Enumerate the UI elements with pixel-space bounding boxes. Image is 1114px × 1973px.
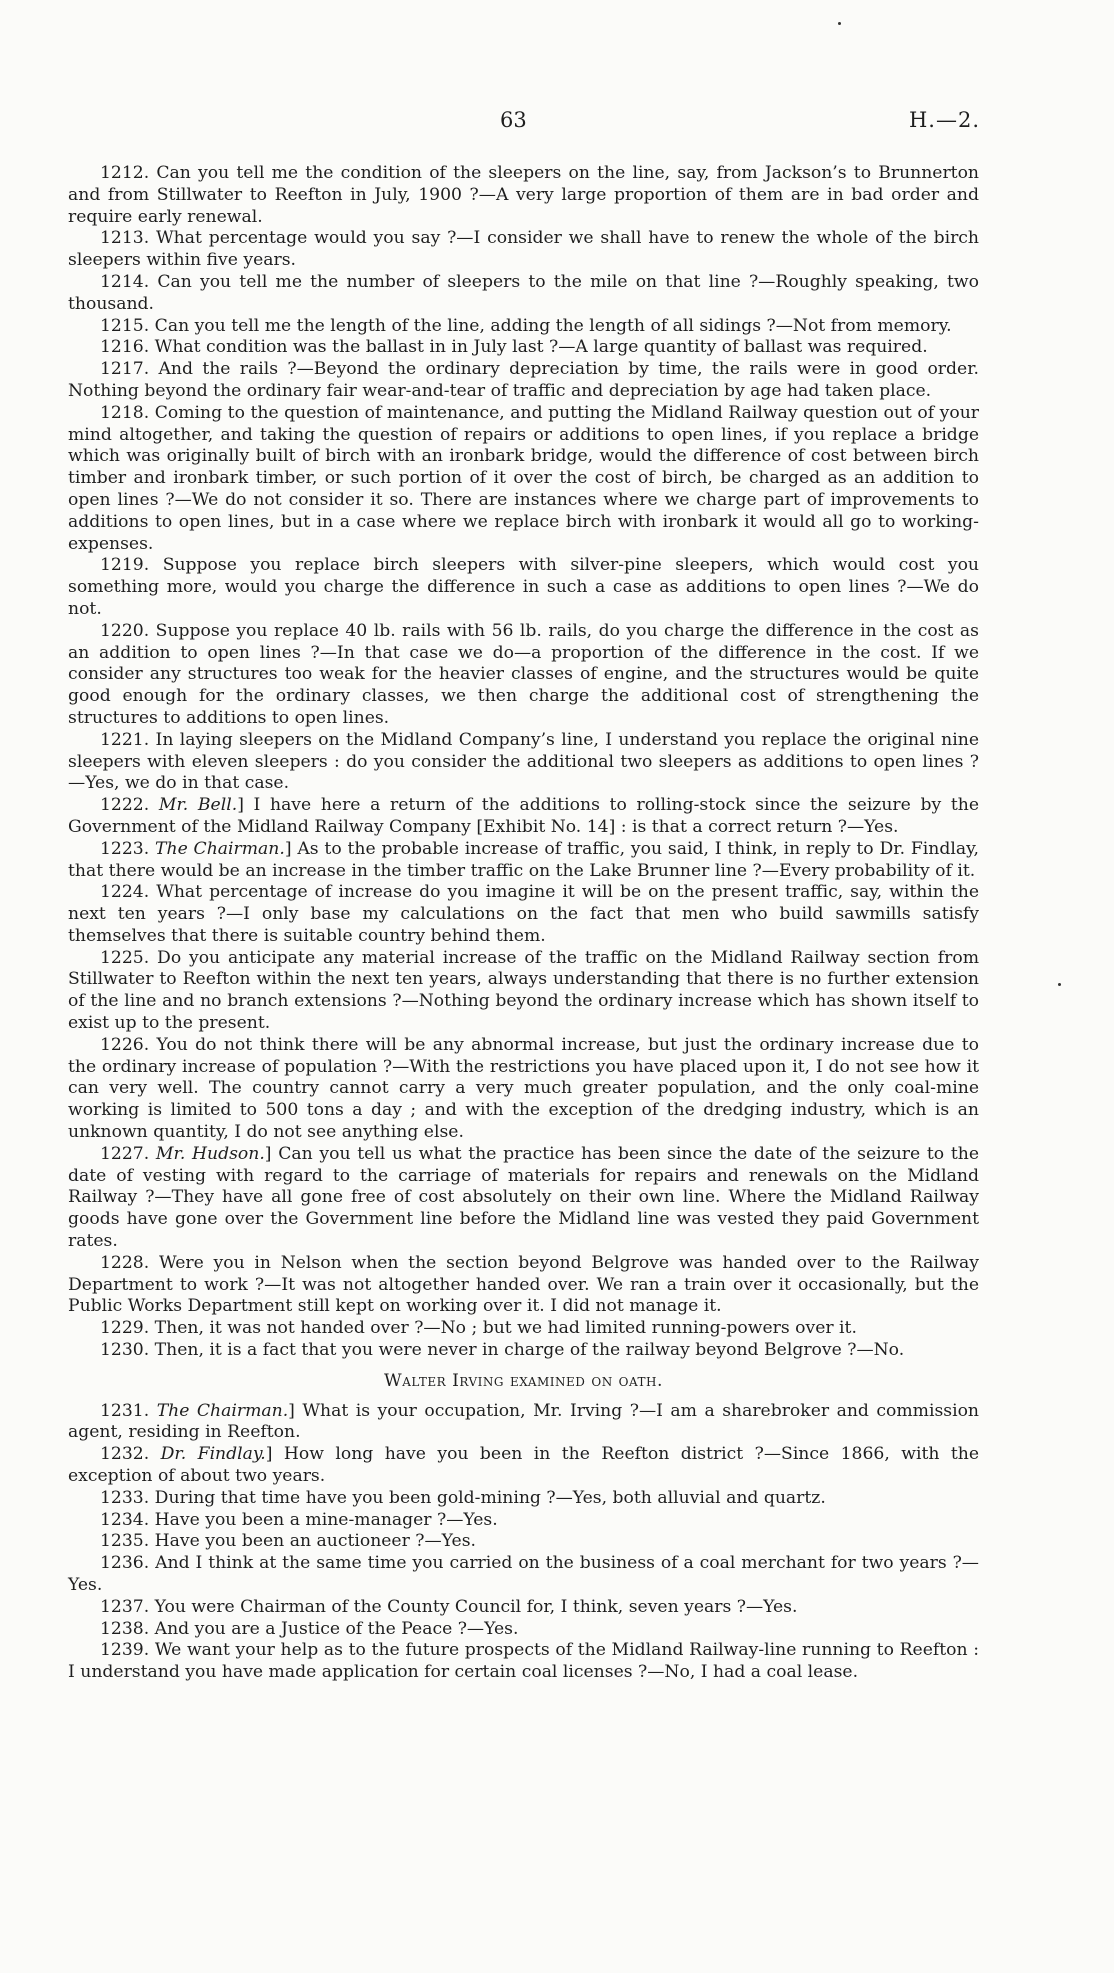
- question-answer-paragraph: 1212. Can you tell me the condition of the sleepers on the line, say, from Jackson’s to Brunnerton and from Stillwater to Reefton in July, 1900 ?—A very large proportion of them are in bad order and require early renewal.: [68, 163, 979, 227]
- question-answer-paragraph: 1235. Have you been an auctioneer ?—Yes.: [100, 1531, 476, 1552]
- paragraph-text: ] As to the probable increase of traffic, you said, I think, in reply to Dr. Findlay, that there would be an increase in the timber traffic on the Lake Brunner line ?—Every probability of it.: [68, 838, 979, 881]
- document-code: H.—2.: [908, 108, 980, 132]
- question-answer-paragraph: 1216. What condition was the ballast in in July last ?—A large quantity of ballast was required.: [100, 337, 928, 358]
- question-answer-paragraph: 1224. What percentage of increase do you imagine it will be on the present traffic, say, within the next ten years ?—I only base my calculations on the fact that men who build sawmills satisfy themselves that there is suitable country behind them.: [68, 882, 979, 946]
- question-answer-paragraph: 1229. Then, it was not handed over ?—No ; but we had limited running-powers over it.: [100, 1318, 857, 1339]
- speaker-name: The Chairman.: [156, 1400, 289, 1421]
- question-answer-paragraph: 1228. Were you in Nelson when the section beyond Belgrove was handed over to the Railway Department to work ?—It was not altogether handed over. We ran a train over it occasionally, but the Public Works Department still kept on working over it. I did not manage it.: [68, 1252, 979, 1317]
- question-answer-paragraph: 1234. Have you been a mine-manager ?—Yes.: [100, 1509, 498, 1530]
- speaker-name: The Chairman.: [155, 838, 285, 859]
- question-number: 1232.: [100, 1444, 161, 1465]
- question-answer-paragraph: 1219. Suppose you replace birch sleepers with silver-pine sleepers, which would cost you something more, would you charge the difference in such a case as additions to open lines ?—We do not.: [68, 555, 979, 619]
- question-number: 1223.: [100, 838, 156, 859]
- question-answer-paragraph: 1225. Do you anticipate any material increase of the traffic on the Midland Railway section from Stillwater to Reefton within the next ten years, always understanding that there is no further extension of the line and no branch extensions ?—Nothing beyond the ordinary increase which has shown itself to exist up to the present.: [68, 947, 979, 1034]
- question-answer-paragraph: [68, 839, 979, 883]
- question-answer-paragraph: [68, 1144, 979, 1253]
- paragraph-text: ] I have here a return of the additions to rolling-stock since the seizure by the Government of the Midland Railway Company [Exhibit No. 14] : is that a correct return ?—Yes.: [68, 795, 979, 837]
- speaker-name: Mr. Bell.: [158, 795, 238, 816]
- document-body: [68, 163, 979, 1684]
- question-answer-paragraph: 1236. And I think at the same time you carried on the business of a coal merchant for two years ?—Yes.: [68, 1553, 979, 1595]
- question-answer-paragraph: 1239. We want your help as to the future prospects of the Midland Railway-line running to Reefton : I understand you have made application for certain coal licenses ?—No, I had a coal lease.: [68, 1640, 979, 1683]
- question-answer-paragraph: [68, 1444, 979, 1488]
- ink-mark: [1058, 983, 1061, 986]
- question-answer-paragraph: 1213. What percentage would you say ?—I consider we shall have to renew the whole of the birch sleepers within five years.: [68, 228, 979, 271]
- question-answer-paragraph: [68, 1401, 979, 1445]
- question-number: 1231.: [100, 1400, 157, 1421]
- question-answer-paragraph: 1220. Suppose you replace 40 lb. rails with 56 lb. rails, do you charge the difference in the cost as an addition to open lines ?—In that case we do—a proportion of the difference in the cost. If we consider any structures too weak for the heavier classes of engine, and the structures would be quite good enough for the ordinary classes, we then charge the additional cost of strengthening the structures to additions to open lines.: [68, 620, 979, 728]
- question-answer-paragraph: 1233. During that time have you been gold-mining ?—Yes, both alluvial and quartz.: [100, 1487, 826, 1508]
- paragraph-text: ] What is your occupation, Mr. Irving ?—I am a sharebroker and commission agent, residing in Reefton.: [68, 1400, 980, 1443]
- speaker-name: Dr. Findlay.: [160, 1444, 266, 1465]
- question-answer-paragraph: 1221. In laying sleepers on the Midland Company’s line, I understand you replace the original nine sleepers with eleven sleepers : do you consider the additional two sleepers as additions to open lines ?—Yes, we do in that case.: [68, 729, 979, 794]
- question-answer-paragraph: 1226. You do not think there will be any abnormal increase, but just the ordinary increase due to the ordinary increase of population ?—With the restrictions you have placed upon it, I do not see how it can very well. The country cannot carry a very much greater population, and the only coal-mine working is limited to 500 tons a day ; and with the exception of the dredging industry, which is an unknown quantity, I do not see anything else.: [68, 1034, 979, 1143]
- page-header: [0, 108, 1114, 142]
- page-number: 63: [500, 108, 527, 132]
- question-answer-paragraph: 1215. Can you tell me the length of the line, adding the length of all sidings ?—Not from memory.: [100, 315, 952, 336]
- testimony-block-1: [68, 163, 979, 1362]
- question-answer-paragraph: 1217. And the rails ?—Beyond the ordinary depreciation by time, the rails were in good order. Nothing beyond the ordinary fair wear-and-tear of traffic and depreciation by age had taken place.: [68, 359, 979, 401]
- question-answer-paragraph: 1230. Then, it is a fact that you were never in charge of the railway beyond Belgrove ?—No.: [100, 1340, 905, 1361]
- question-answer-paragraph: 1214. Can you tell me the number of sleepers to the mile on that line ?—Roughly speaking, two thousand.: [68, 271, 979, 314]
- paragraph-text: ] Can you tell us what the practice has been since the date of the seizure to the date of vesting with regard to the carriage of materials for repairs and renewals on the Midland Railway ?—They have all gone free of cost absolutely on their own line. Where the Midland Railway goods have gone over the Government line before the Midland line was vested they paid Government rates.: [68, 1143, 979, 1252]
- ink-mark: [838, 22, 841, 25]
- question-answer-paragraph: 1238. And you are a Justice of the Peace ?—Yes.: [100, 1618, 519, 1639]
- question-answer-paragraph: 1237. You were Chairman of the County Council for, I think, seven years ?—Yes.: [100, 1596, 798, 1617]
- witness-heading: Walter Irving examined on oath.: [384, 1370, 663, 1391]
- question-number: 1227.: [100, 1143, 156, 1164]
- testimony-block-2: [68, 1401, 979, 1684]
- speaker-name: Mr. Hudson.: [155, 1143, 265, 1164]
- question-answer-paragraph: 1218. Coming to the question of maintenance, and putting the Midland Railway question out of your mind altogether, and taking the question of repairs or additions to open lines, if you replace a bridge which was originally built of birch with an ironbark bridge, would the difference of cost between birch timber and ironbark timber, or such portion of it over the cost of birch, be charged as an addition to open lines ?—We do not consider it so. There are instances where we charge part of improvements to additions to open lines, but in a case where we replace birch with ironbark it would all go to working-expenses.: [68, 402, 979, 554]
- question-number: 1222.: [100, 795, 159, 816]
- paragraph-text: ] How long have you been in the Reefton district ?—Since 1866, with the exception of about two years.: [68, 1444, 980, 1487]
- question-answer-paragraph: [68, 795, 979, 839]
